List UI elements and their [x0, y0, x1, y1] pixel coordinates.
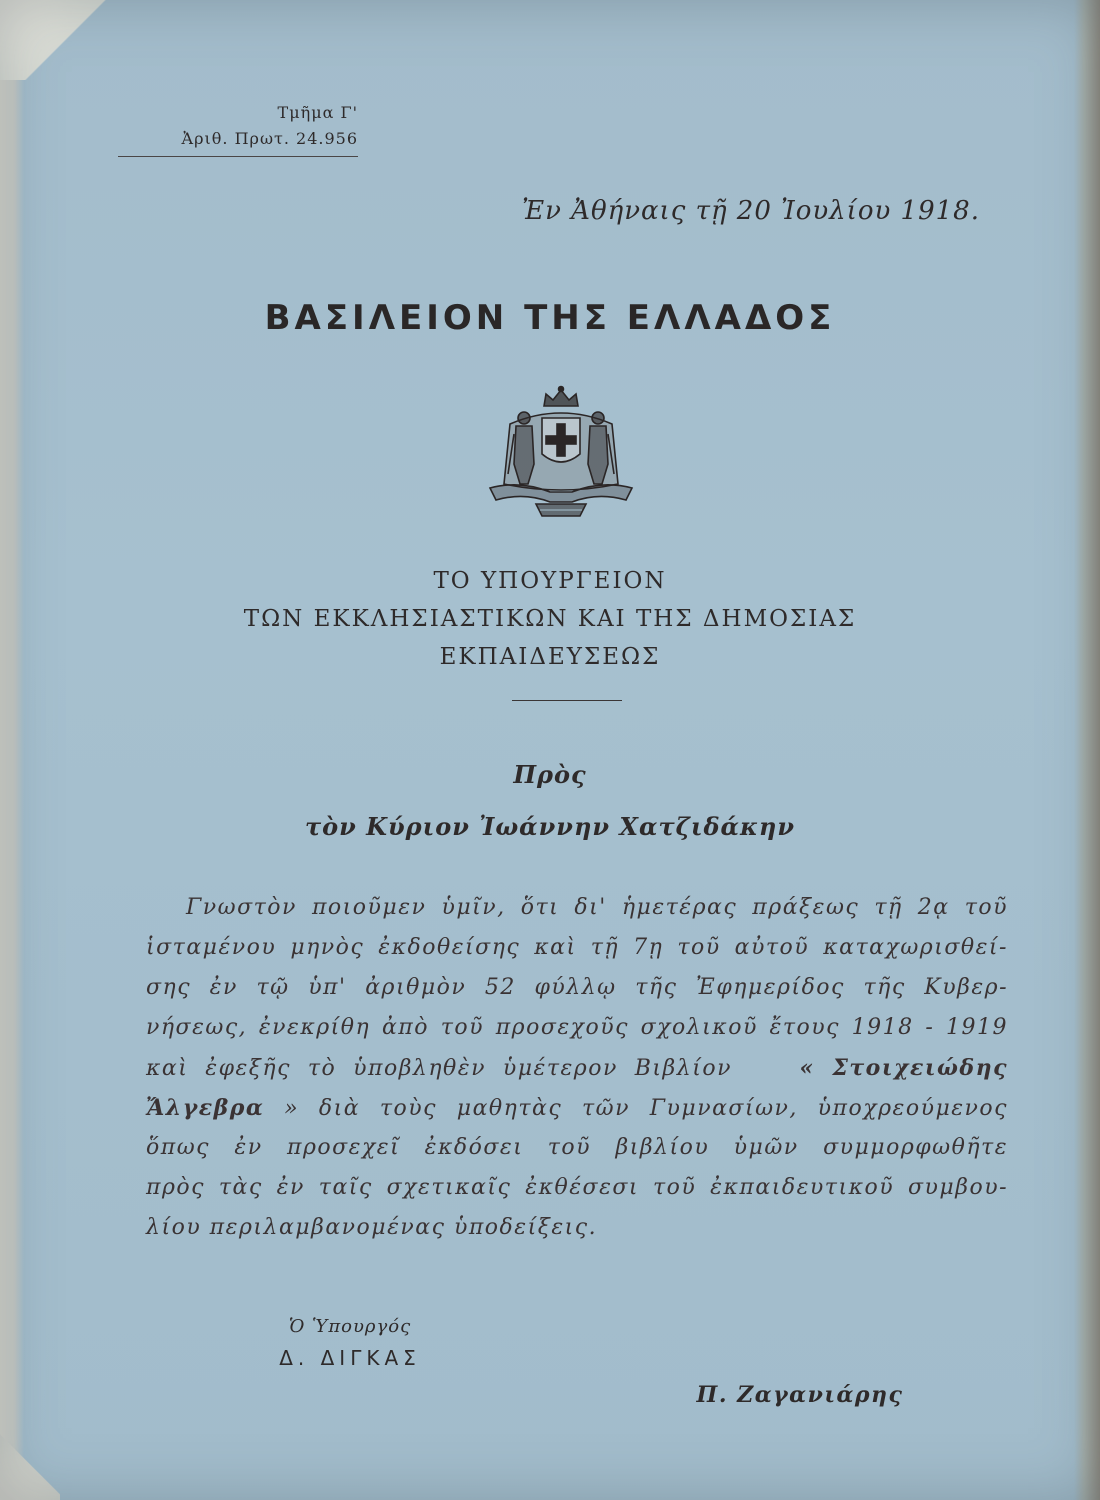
body-line-9: λίου περιλαμβανομένας ὑποδείξεις.	[146, 1215, 598, 1240]
addressee-name: τὸν Κύριον Ἰωάννην Χατζιδάκην	[304, 812, 796, 841]
page-title: ΒΑΣΙΛΕΙΟΝ ΤΗΣ ΕΛΛΑΔΟΣ	[264, 298, 836, 338]
section-label: Τμῆμα Γ'	[277, 103, 358, 122]
ministry-heading	[0, 562, 1100, 676]
section-divider	[512, 700, 622, 701]
body-line-7: ὅπως ἐν προσεχεῖ ἐκδόσει τοῦ βιβλίου ὑμῶν συμμορφωθῆτε	[146, 1135, 1008, 1160]
body-line-4: νήσεως, ἐνεκρίθη ἀπὸ τοῦ προσεχοῦς σχολικοῦ ἔτους 1918 - 1919	[146, 1015, 1008, 1040]
paper-worn-corner-bottom	[0, 1430, 60, 1500]
ministry-line-2: ΤΩΝ ΕΚΚΛΗΣΙΑΣΤΙΚΩΝ ΚΑΙ ΤΗΣ ΔΗΜΟΣΙΑΣ	[243, 606, 857, 632]
body-line-3: σης ἐν τῷ ὑπ' ἀριθμὸν 52 φύλλῳ τῆς Ἐφημερίδος τῆς Κυβερ-	[146, 975, 1008, 1000]
coat-of-arms-icon	[480, 384, 642, 522]
letter-body	[146, 888, 1008, 1248]
date-line: Ἐν Ἀθήναις τῇ 20 Ἰουλίου 1918.	[521, 196, 980, 226]
paper-worn-corner-top	[0, 0, 110, 80]
minister-name: Δ. ΔΙΓΚΑΣ	[279, 1346, 421, 1370]
addressee-to: Πρὸς	[513, 760, 587, 789]
second-signer: Π. Ζαγανιάρης	[696, 1382, 904, 1408]
body-line-6	[146, 1088, 1008, 1128]
book-title-part-2: Ἄλγεβρα	[146, 1095, 265, 1121]
paper-edge-right	[1074, 0, 1100, 1500]
body-line-6-text: » διὰ τοὺς μαθητὰς τῶν Γυμνασίων, ὑποχρεούμενος	[284, 1096, 1008, 1121]
body-line-1: Γνωστὸν ποιοῦμεν ὑμῖν, ὅτι δι' ἡμετέρας πράξεως τῇ 2ᾳ τοῦ	[186, 895, 1008, 920]
body-line-5-text: καὶ ἐφεξῆς τὸ ὑποβληθὲν ὑμέτερον Βιβλίον	[146, 1056, 732, 1081]
body-line-8: πρὸς τὰς ἐν ταῖς σχετικαῖς ἐκθέσεσι τοῦ ἐκπαιδευτικοῦ συμβου-	[146, 1175, 1008, 1200]
ministry-line-1: ΤΟ ΥΠΟΥΡΓΕΙΟΝ	[433, 568, 667, 594]
body-line-2: ἱσταμένου μηνὸς ἐκδοθείσης καὶ τῇ 7ῃ τοῦ αὐτοῦ καταχωρισθεί-	[146, 935, 1008, 960]
reference-block	[118, 100, 358, 157]
minister-title: Ὁ Ὑπουργός	[288, 1316, 412, 1337]
ministry-line-3: ΕΚΠΑΙΔΕΥΣΕΩΣ	[439, 644, 661, 670]
protocol-number: Ἀριθ. Πρωτ. 24.956	[118, 126, 358, 157]
body-line-5	[146, 1048, 1008, 1088]
paper-edge-left	[0, 0, 24, 1500]
book-title-part-1: « Στοιχειώδης	[799, 1055, 1008, 1081]
